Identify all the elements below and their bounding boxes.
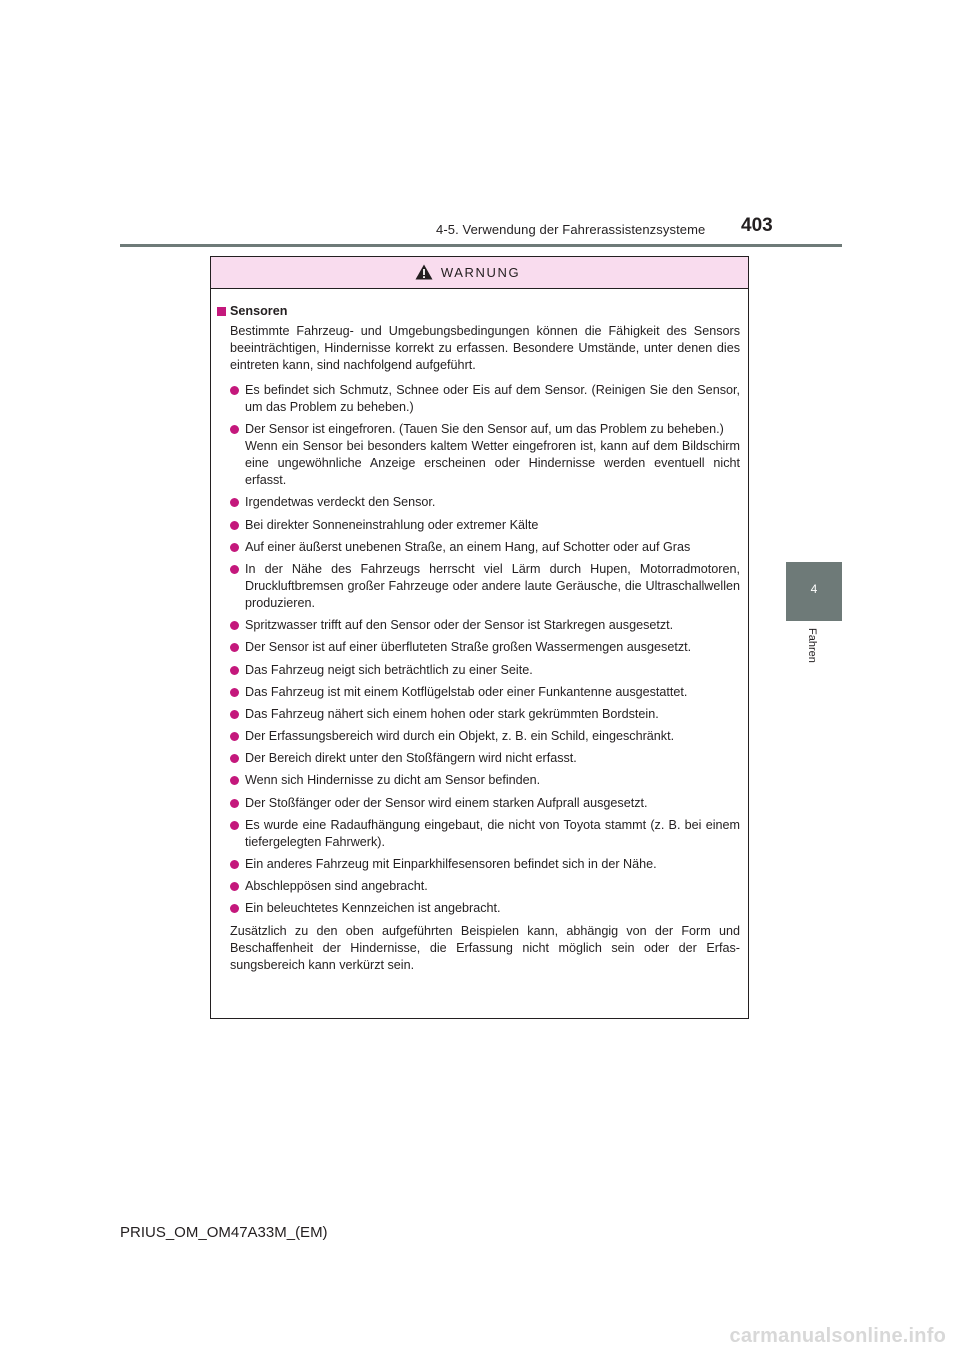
list-item-text: Ein anderes Fahrzeug mit Einparkhilfesensoren befindet sich in der Nähe. bbox=[245, 857, 657, 871]
round-bullet-icon bbox=[230, 860, 239, 869]
warning-header bbox=[211, 257, 748, 289]
list-item bbox=[230, 706, 740, 723]
round-bullet-icon bbox=[230, 688, 239, 697]
chapter-number: 4 bbox=[810, 582, 818, 596]
section-title: 4-5. Verwendung der Fahrerassistenzsysteme bbox=[436, 222, 706, 237]
bullet-list bbox=[217, 382, 740, 917]
chapter-tab bbox=[786, 562, 842, 621]
list-item bbox=[230, 662, 740, 679]
list-item-text: Der Erfassungsbereich wird durch ein Objekt, z. B. ein Schild, eingeschränkt. bbox=[245, 729, 675, 744]
round-bullet-icon bbox=[230, 498, 239, 507]
list-item bbox=[230, 900, 740, 917]
page-number: 403 bbox=[741, 215, 773, 236]
round-bullet-icon bbox=[230, 666, 239, 675]
list-item bbox=[230, 639, 740, 656]
list-item-text: Der Stoßfänger oder der Sensor wird einem starken Aufprall ausgesetzt. bbox=[245, 795, 648, 810]
round-bullet-icon bbox=[230, 882, 239, 891]
chapter-label: Fahren bbox=[806, 628, 818, 663]
round-bullet-icon bbox=[230, 732, 239, 741]
list-item-text: Das Fahrzeug ist mit einem Kotflügelstab oder einer Funkantenne ausgestattet. bbox=[245, 684, 688, 699]
list-item-text: Abschleppösen sind angebracht. bbox=[245, 879, 428, 894]
list-item-text: Es wurde eine Radaufhängung eingebaut, die nicht von Toyota stammt (z. B. bei einem tiefergelegten Fahrwerk). bbox=[245, 817, 740, 849]
list-item bbox=[230, 561, 740, 612]
list-item bbox=[230, 617, 740, 634]
list-item-text: Es befindet sich Schmutz, Schnee oder Eis auf dem Sensor. (Reinigen Sie den Sensor, um das Problem zu beheben.) bbox=[245, 383, 740, 414]
list-item bbox=[230, 728, 740, 745]
document-code: PRIUS_OM_OM47A33M_(EM) bbox=[120, 1224, 328, 1241]
round-bullet-icon bbox=[230, 643, 239, 652]
list-item bbox=[230, 517, 740, 534]
list-item bbox=[230, 539, 740, 556]
list-item bbox=[230, 750, 740, 767]
list-item-text: Der Sensor ist eingefroren. (Tauen Sie den Sensor auf, um das Problem zu beheben.) Wenn ein Sensor bei besonders kaltem Wetter eingefroren ist, kann auf dem Bildschirm eine ungewöhnliche Anzeige erscheinen oder Hindernisse werden eventuell nicht erfasst. bbox=[245, 422, 740, 488]
list-item bbox=[230, 817, 740, 851]
list-item bbox=[230, 795, 740, 812]
list-item bbox=[230, 684, 740, 701]
section-heading bbox=[217, 303, 740, 320]
list-item bbox=[230, 382, 740, 416]
warning-body bbox=[211, 289, 748, 974]
round-bullet-icon bbox=[230, 799, 239, 808]
intro-text: Bestimmte Fahrzeug- und Umgebungsbedingungen können die Fähigkeit des Sensors beeinträchtigen, Hindernisse korrekt zu erfassen. Besondere Umstände, unter denen dies eintreten kann, sind nachfolgend aufgeführt. bbox=[230, 324, 740, 372]
round-bullet-icon bbox=[230, 904, 239, 913]
list-item bbox=[230, 856, 740, 873]
round-bullet-icon bbox=[230, 754, 239, 763]
list-item-text: Ein beleuchtetes Kennzeichen ist angebracht. bbox=[245, 901, 501, 916]
round-bullet-icon bbox=[230, 386, 239, 395]
list-item-text: Das Fahrzeug neigt sich beträchtlich zu einer Seite. bbox=[245, 662, 533, 677]
list-item-text: Spritzwasser trifft auf den Sensor oder der Sensor ist Starkregen ausgesetzt. bbox=[245, 618, 674, 633]
round-bullet-icon bbox=[230, 710, 239, 719]
outro-text: Zusätzlich zu den oben aufgeführten Beispielen kann, abhängig von der Form und Beschaffenheit der Hindernisse, die Erfassung nicht möglich sein oder der Erfassungsbereich kann verkürzt sein. bbox=[230, 923, 740, 972]
section-heading-text: Sensoren bbox=[230, 304, 288, 318]
round-bullet-icon bbox=[230, 565, 239, 574]
round-bullet-icon bbox=[230, 543, 239, 552]
list-item-text: In der Nähe des Fahrzeugs herrscht viel Lärm durch Hupen, Motorradmotoren, Druckluftbremsen großer Fahrzeuge oder andere laute Geräusche, die Ultraschallwellen produzieren. bbox=[245, 561, 740, 610]
header-rule bbox=[120, 244, 842, 247]
list-item-text: Wenn sich Hindernisse zu dicht am Sensor befinden. bbox=[245, 773, 541, 788]
list-item-text: Auf einer äußerst unebenen Straße, an einem Hang, auf Schotter oder auf Gras bbox=[245, 539, 691, 554]
list-item-text: Der Bereich direkt unter den Stoßfängern wird nicht erfasst. bbox=[245, 751, 577, 766]
watermark: carmanualsonline.info bbox=[729, 1325, 946, 1347]
round-bullet-icon bbox=[230, 521, 239, 530]
warning-triangle-icon bbox=[415, 264, 433, 280]
square-bullet-icon bbox=[217, 307, 226, 316]
warning-title: WARNUNG bbox=[440, 265, 521, 280]
list-item-text: Das Fahrzeug nähert sich einem hohen oder stark gekrümmten Bordstein. bbox=[245, 706, 659, 721]
round-bullet-icon bbox=[230, 776, 239, 785]
list-item bbox=[230, 772, 740, 789]
round-bullet-icon bbox=[230, 425, 239, 434]
list-item bbox=[230, 421, 740, 489]
round-bullet-icon bbox=[230, 621, 239, 630]
list-item bbox=[230, 494, 740, 511]
list-item-text: Bei direkter Sonneneinstrahlung oder extremer Kälte bbox=[245, 517, 539, 532]
list-item-text: Der Sensor ist auf einer überfluteten Straße großen Wassermengen ausgesetzt. bbox=[245, 640, 692, 655]
warning-box bbox=[210, 256, 749, 1019]
list-item bbox=[230, 878, 740, 895]
list-item-text: Irgendetwas verdeckt den Sensor. bbox=[245, 495, 436, 510]
round-bullet-icon bbox=[230, 821, 239, 830]
